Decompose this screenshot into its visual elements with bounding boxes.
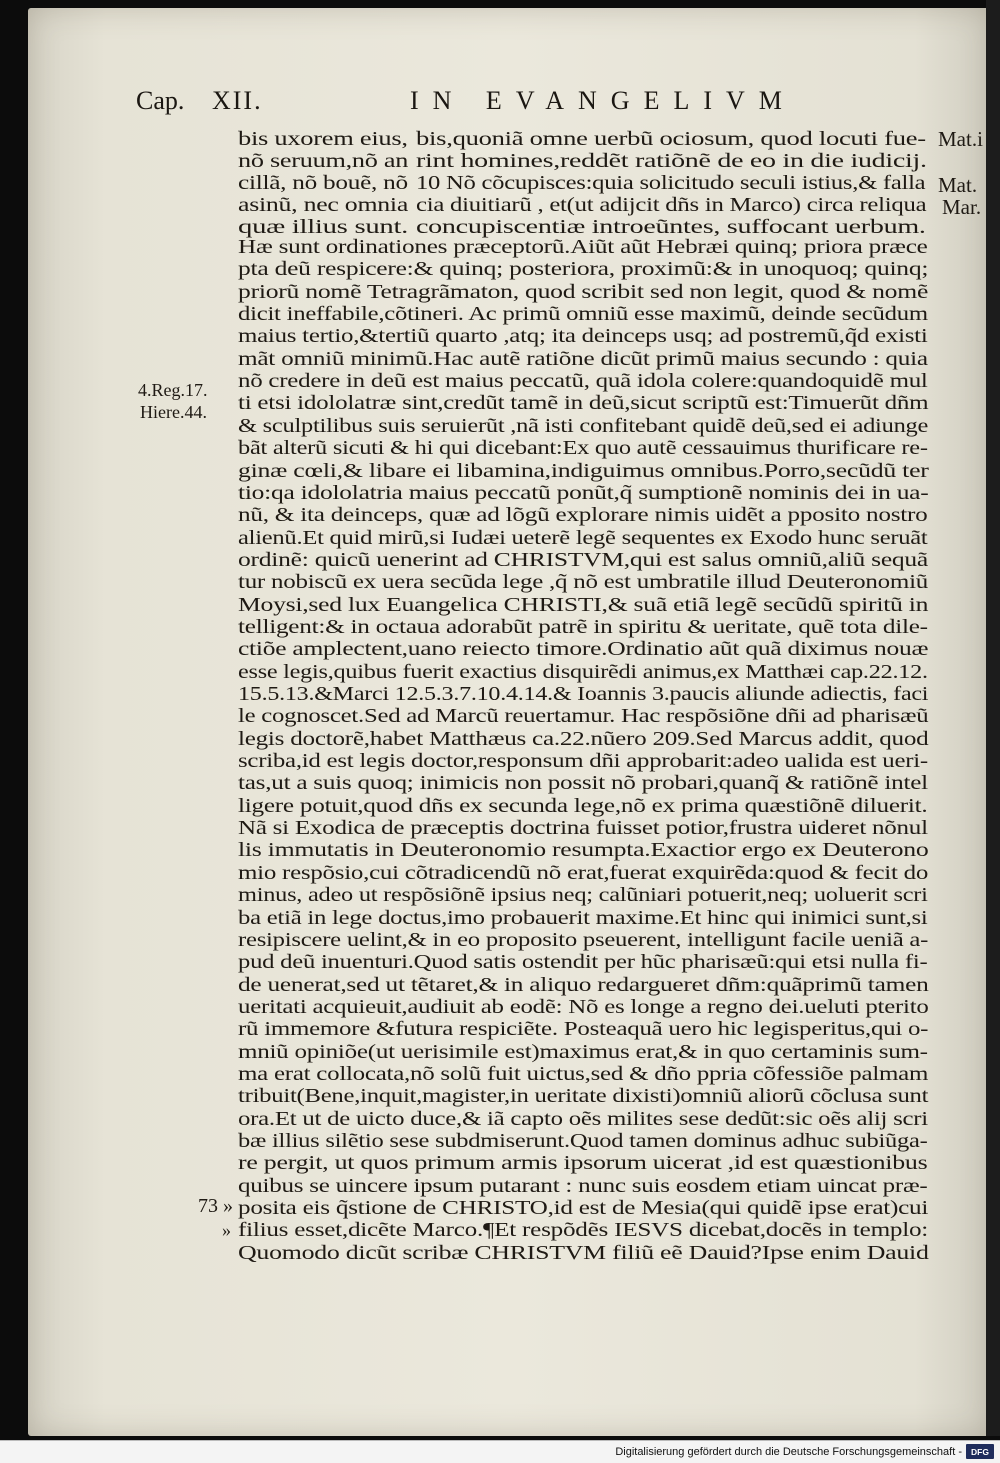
text-line: ma erat collocata,nõ solũ fuit uictus,sed & dño ppria cõfessiõe palmam (238, 1063, 929, 1085)
text-line: priorũ nomẽ Tetragrãmaton, quod scribit sed non legit, quod & nomẽ (238, 281, 929, 303)
text-line: ginæ cœli,& libare ei libamina,indiguimus omnibus.Porro,secũdũ ter (238, 460, 929, 482)
text-line: pud deũ inuenturi.Quod satis ostendit per hũc pharisæũ:qui etsi nulla fi- (238, 952, 928, 974)
text-line: Nã si Exodica de præceptis doctrina fuisset potior,frustra uideret nõnul (238, 818, 928, 840)
text-line: nũ, & ita deinceps, quæ ad lõgũ explorare nimis uidẽt a pposito nostro (238, 505, 928, 527)
text-line: nõ credere in deũ est maius peccatũ, quã idola colere:quandoquidẽ mul (238, 371, 928, 393)
text-line: ba etiã in lege doctus,imo probauerit maxime.Et hinc qui inimici sunt,si (238, 907, 928, 929)
text-line: cia diuitiarũ , et(ut adijcit dñs in Marco) circa reliqua (416, 195, 927, 216)
text-line: bis,quoniã omne uerbũ ociosum, quod locuti fue- (416, 129, 926, 150)
margin-quote-mark: » (222, 1220, 231, 1240)
margin-ref-mat-1: Mat.i (938, 127, 983, 151)
margin-ref-reg: 4.Reg.17. (138, 380, 208, 400)
footer-credit: Digitalisierung gefördert durch die Deutsche Forschungsgemeinschaft - (615, 1446, 962, 1458)
running-title: IN EVANGELIVM (410, 86, 796, 115)
text-line: tribuit(Bene,inquit,magister,in ueritate dixisti)omniũ aliorũ cõclusa sunt (238, 1086, 929, 1108)
text-line: bis uxorem eius, (238, 129, 408, 150)
text-line: 10 Nõ cõcupisces:quia solicitudo seculi istius,& falla (416, 173, 926, 194)
text-line: scriba,id est legis doctor,responsum dñi approbarit:adeo ualida est ueri- (238, 751, 928, 773)
text-line: esse legis,quibus fuerit exactius disquirẽdi animus,ex Matthæi cap.22.12. (238, 661, 928, 683)
text-line: asinũ, nec omnia (238, 195, 409, 216)
text-line: tas,ut a suis quoq; inimicis non possit nõ probari,quanq̃ & ratiõnẽ intel (238, 773, 928, 795)
text-line: mãt omniũ minimũ.Hac autẽ ratiõne dicũt primũ maius secundo : quia (238, 348, 928, 370)
text-line: re pergit, ut quos primum armis ipsorum uicerat ,id est quæstionibus (238, 1153, 928, 1175)
text-line: nõ seruum,nõ an (238, 151, 409, 172)
chapter-number: XII. (212, 86, 263, 115)
dfg-logo-icon: DFG (966, 1444, 994, 1459)
text-line: telligent:& in octaua adorabũt patrẽ in spiritu & ueritate, quẽ tota dile- (238, 616, 928, 638)
text-line: dicit ineffabile,cõtineri. Ac primũ omniũ esse maximũ, deinde secũdum (238, 304, 928, 326)
text-line: pta deũ respicere:& quinq; posteriora, proximũ:& in unoquoq; quinq; (238, 259, 929, 281)
margin-ref-hiere: Hiere.44. (140, 402, 207, 422)
text-line: ligere potuit,quod dñs ex secunda lege,nõ ex prima quæstiõnẽ diluerit. (238, 795, 928, 817)
text-line: tio:qa idololatria maius peccatũ ponũt,q̃ sumptionẽ nominis dei in ua- (238, 482, 929, 504)
book-page (28, 8, 992, 1436)
text-line: cillã, nõ bouẽ, nõ (238, 173, 408, 194)
text-line: 15.5.13.&Marci 12.5.3.7.10.4.14.& Ioannis 3.paucis aliunde adiectis, faci (238, 684, 929, 705)
text-line: Quomodo dicũt scribæ CHRISTVM filiũ eẽ Dauid?Ipse enim Dauid (238, 1242, 929, 1264)
text-line: minus, adeo ut respõsiõnẽ ipsius neq; calũniari potuerit,neq; uoluerit scri (238, 885, 928, 907)
text-line: concupiscentiæ introeũntes, suffocant uerbum. (416, 217, 926, 238)
text-line: Moysi,sed lux Euangelica CHRISTI,& suã etiã legẽ secũdũ spiritũ in (238, 594, 929, 616)
text-line: mio respõsio,cui cõtradicendũ nõ erat,fuerat exquirẽda:quod & fecit do (238, 862, 929, 884)
text-line: ctiõe amplectent,uano reiecto timore.Ordinatio aũt quã diximus nouæ (238, 639, 929, 661)
text-line: bæ illius silẽtio sese subdmiserunt.Quod tamen dominus adhuc subiũga- (238, 1131, 928, 1152)
text-line: legis doctorẽ,habet Matthæus ca.22.nũero 209.Sed Marcus addit, quod (238, 728, 929, 750)
chapter-label: Cap. (136, 86, 185, 115)
text-line: mniũ opiniõe(ut uerisimile est)maximus erat,& in quo certaminis sum- (238, 1041, 928, 1063)
footer-bar (0, 1440, 1000, 1463)
text-line: & sculptilibus suis seruierũt ,nã isti confitebant quidẽ deũ,sed ei adiunge (238, 415, 929, 437)
text-line: rũ immemore &futura respiciẽte. Posteaquã uero hic legisperitus,qui o- (238, 1019, 929, 1041)
text-line: tur nobiscũ ex uera secũda lege ,q̃ nõ est umbratile illud Deuteronomiũ (238, 572, 928, 594)
text-line: le cognoscet.Sed ad Marcũ reuertamur. Hac respõsiõne dñi ad pharisæũ (238, 706, 929, 728)
text-line: lis immutatis in Deuteronomio resumpta.Exactior ergo ex Deuterono (238, 840, 929, 862)
text-line: ti etsi idololatræ sint,credũt tamẽ in deũ,sicut scriptũ est:Timuerũt dñm (238, 393, 929, 415)
text-line: posita eis q̃stione de CHRISTO,id est de Mesia(qui quidẽ ipse erat)cui (238, 1198, 929, 1220)
text-line: quibus se uincere ipsum putarant : nunc suis eosdem etiam uincat præ- (238, 1175, 928, 1197)
text-line: rint homines,reddẽt ratiõnẽ de eo in die iudicij. (416, 151, 927, 172)
margin-ref-mar: Mar. (942, 195, 982, 219)
text-line: de uenerat,sed ut tẽtaret,& in aliquo redargueret dñm:quãprimũ tamen (238, 974, 929, 996)
scan-edge-strip (986, 0, 1000, 1436)
text-line: maius tertio,&tertiũ quarto ,atq; ita deinceps usq; ad postremũ,q̃d existi (238, 326, 928, 348)
text-line: ueritati acquieuit,audiuit ab eodẽ: Nõ es longe a regno dei.ueluti pterito (238, 996, 929, 1018)
text-line: ora.Et ut de uicto duce,& iã capto oẽs milites sese dedũt:sic oẽs alij scri (238, 1108, 928, 1130)
text-line: Hæ sunt ordinationes præceptorũ.Aiũt aũt Hebræi quinq; priora præce (238, 237, 928, 258)
text-line: quæ illius sunt. (238, 217, 409, 238)
margin-ref-mat-2: Mat. (938, 173, 978, 197)
text-line: bãt alterũ sicuti & hi qui dicebant:Ex quo autẽ cessauimus thurificare re- (238, 438, 928, 460)
margin-verse-number: 73 » (198, 1195, 233, 1217)
text-line: alienũ.Et quid mirũ,si Iudæi ueterẽ legẽ sequentes ex Exodo hunc seruãt (238, 527, 928, 549)
text-line: filius esset,dicẽte Marco.¶Et respõdẽs IESVS dicebat,docẽs in templo: (238, 1220, 929, 1242)
text-line: ordinẽ: quicũ uenerint ad CHRISTVM,qui est salus omniũ,aliũ sequã (238, 549, 929, 571)
text-line: resipiscere uelint,& in eo proposito pseuerent, intelligunt facile ueniã a- (238, 929, 929, 951)
